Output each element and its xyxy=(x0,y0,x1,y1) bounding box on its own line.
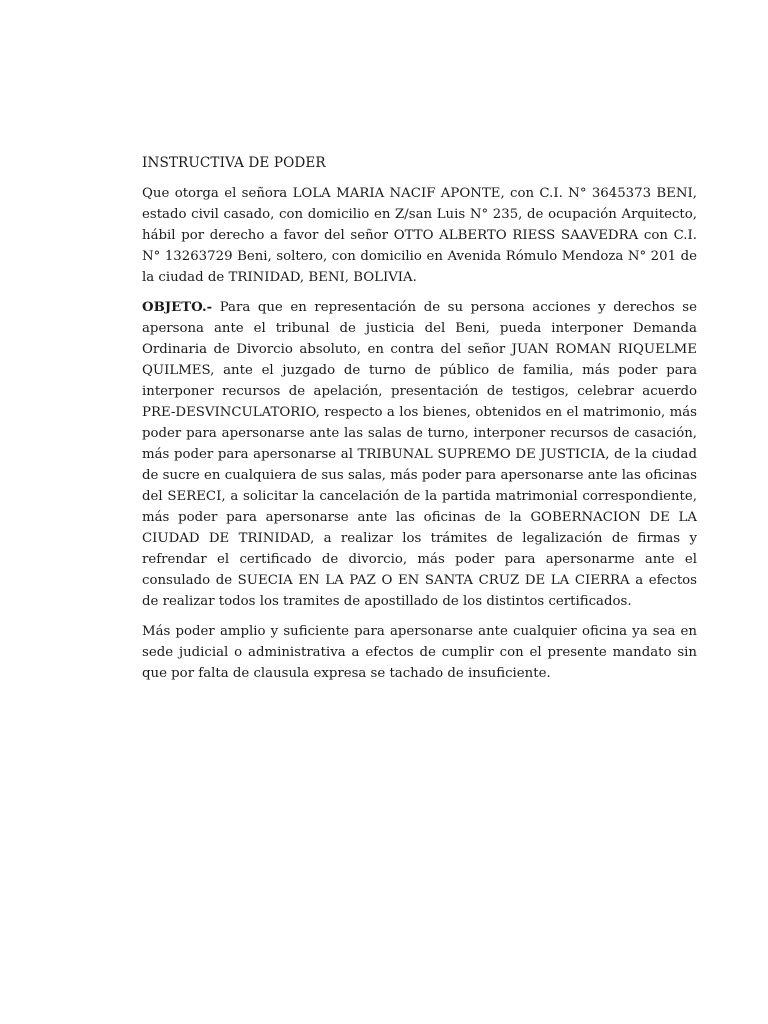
paragraph-grantor xyxy=(142,183,697,288)
paragraph-grantor-text: Que otorga el señora LOLA MARIA NACIF APONTE, con C.I. N° 3645373 BENI, estado civil casado, con domicilio en Z/san Luis N° 235, de ocupación Arquitecto, hábil por derecho a favor del señor OTTO ALBERTO RIESS SAAVEDRA con C.I. N° 13263729 Beni, soltero, con domicilio en Avenida Rómulo Mendoza N° 201 de la ciudad de TRINIDAD, BENI, BOLIVIA. xyxy=(142,186,697,285)
document-body xyxy=(142,153,697,693)
paragraph-powers xyxy=(142,621,697,684)
object-heading: OBJETO.- xyxy=(142,300,213,315)
paragraph-object-text: Para que en representación de su persona acciones y derechos se apersona ante el tribunal de justicia del Beni, pueda interponer Demanda Ordinaria de Divorcio absoluto, en contra del señor JUAN ROMAN RIQUELME QUILMES, ante el juzgado de turno de público de familia, más poder para interponer recursos de apelación, presentación de testigos, celebrar acuerdo PRE-DESVINCULATORIO, respecto a los bienes, obtenidos en el matrimonio, más poder para apersonarse ante las salas de turno, interponer recursos de casación, más poder para apersonarse al TRIBUNAL SUPREMO DE JUSTICIA, de la ciudad de sucre en cualquiera de sus salas, más poder para apersonarse ante las oficinas del SERECI, a solicitar la cancelación de la partida matrimonial correspondiente, más poder para apersonarse ante las oficinas de la GOBERNACION DE LA CIUDAD DE TRINIDAD, a realizar los trámites de legalización de firmas y refrendar el certificado de divorcio, más poder para apersonarme ante el consulado de SUECIA EN LA PAZ O EN SANTA CRUZ DE LA CIERRA a efectos de realizar todos los tramites de apostillado de los distintos certificados. xyxy=(142,300,697,609)
paragraph-object xyxy=(142,297,697,612)
paragraph-powers-text: Más poder amplio y suficiente para apersonarse ante cualquier oficina ya sea en sede judicial o administrativa a efectos de cumplir con el presente mandato sin que por falta de clausula expresa se tachado de insuficiente. xyxy=(142,624,697,681)
document-title: INSTRUCTIVA DE PODER xyxy=(142,155,326,171)
